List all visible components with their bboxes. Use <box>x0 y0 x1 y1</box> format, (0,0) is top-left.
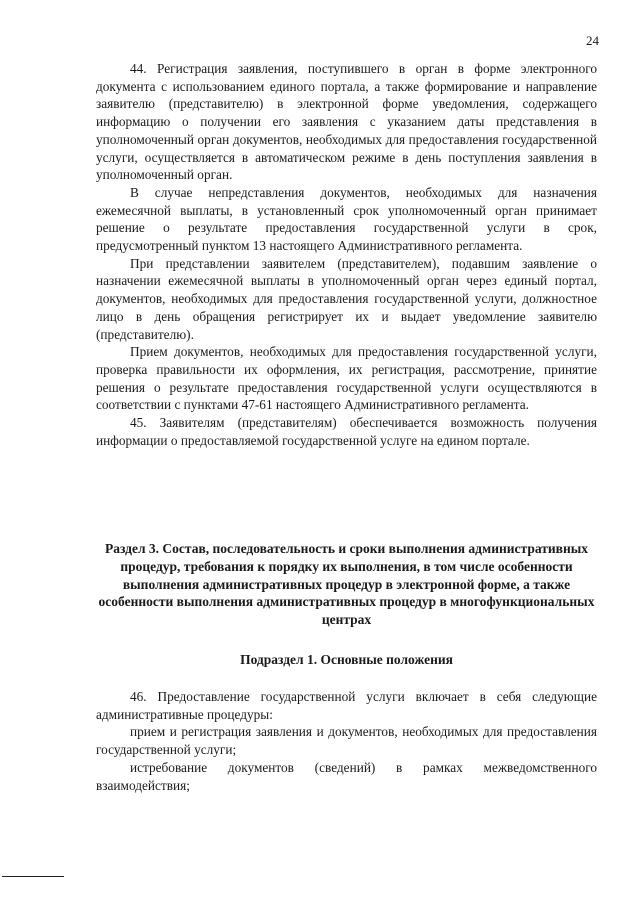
section-3-heading: Раздел 3. Состав, последовательность и сроки выполнения административных процедур, требования к порядку их выполнения, в том числе особенности выполнения административных процедур в электронной форме, а также особенности выполнения административных процедур в многофункциональных центрах <box>98 541 595 628</box>
paragraph-44: 44. Регистрация заявления, поступившего в орган в форме электронного документа с использованием единого портала, а также формирование и направление заявителю (представителю) в электронной форме уведомления, содержащего информацию о получении его заявления с указанием даты представления в уполномоченный орган документов, необходимых для предоставления государственной услуги, осуществляется в автоматическом режиме в день поступления заявления в уполномоченный орган. <box>96 61 597 183</box>
list-item-procedure: истребование документов (сведений) в рамках межведомственного взаимодействия; <box>96 759 597 793</box>
page-number: 24 <box>586 33 599 48</box>
paragraph-document-acceptance: Прием документов, необходимых для предоставления государственной услуги, проверка правильности их оформления, их регистрация, рассмотрение, принятие решения о результате предоставления государственной услуги осуществляются в соответствии с пунктами 47-61 настоящего Административного регламента. <box>96 344 597 413</box>
paragraph-45: 45. Заявителям (представителям) обеспечивается возможность получения информации о предоставляемой государственной услуге на едином портале. <box>96 415 597 448</box>
subsection-1-heading: Подраздел 1. Основные положения <box>240 652 453 667</box>
paragraph-portal-submission: При представлении заявителем (представителем), подавшим заявление о назначении ежемесячной выплаты в уполномоченный орган через единый портал, документов, необходимых для предоставления государственной услуги, должностное лицо в день обращения регистрирует их и выдает уведомление заявителю (представителю). <box>96 255 597 342</box>
footnote-divider <box>2 876 64 877</box>
subsection-body <box>96 688 597 794</box>
paragraph-nonsubmission: В случае непредставления документов, необходимых для назначения ежемесячной выплаты, в установленный срок уполномоченный орган принимает решение о результате предоставления государственной услуги в срок, предусмотренный пунктом 13 настоящего Административного регламента. <box>96 184 597 254</box>
paragraph-46: 46. Предоставление государственной услуги включает в себя следующие административные процедуры: <box>96 689 597 722</box>
document-body <box>96 60 597 449</box>
list-item-procedure: прием и регистрация заявления и документов, необходимых для предоставления государственной услуги; <box>96 724 597 758</box>
